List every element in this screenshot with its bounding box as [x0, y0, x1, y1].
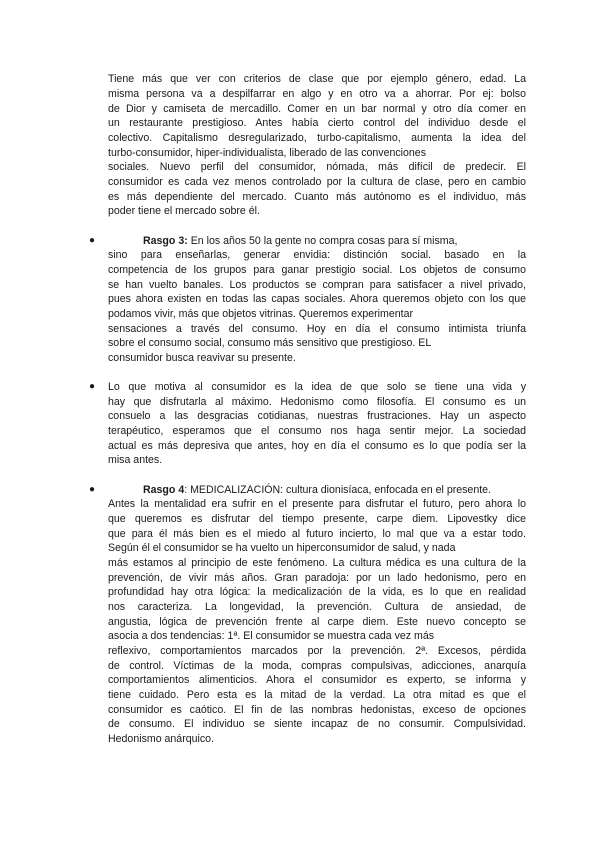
p4-line-13: de control. Víctimas de la moda, compras compulsivas, adicciones, anarquía: [108, 660, 526, 672]
p2-line-2: sino para enseñarlas, generar envidia: distinción social. basado en la: [108, 249, 526, 261]
p1-line-6: turbo-consumidor, hiper-individualista, liberado de las convenciones: [108, 147, 426, 159]
p4-line-4: que para él más bien es el miedo al futuro incierto, lo mal que va a estar todo.: [108, 528, 526, 540]
p4-line-16: consumidor es caótico. El fin de las nombras hedonistas, exceso de opciones: [108, 704, 526, 716]
p1-line-3: de Dior y camiseta de mercadillo. Comer en un bar normal y otro día comer en: [108, 103, 526, 115]
p4-line-1-text: : MEDICALIZACIÓN: cultura dionisíaca, enfocada en el presente.: [184, 484, 491, 496]
p2-line-5: pues ahora existen en todas las capas sociales. Ahora queremos objeto con los que: [108, 293, 526, 305]
p1-line-10: poder tiene el mercado sobre él.: [108, 205, 260, 217]
rasgo-3-label: Rasgo 3:: [143, 235, 188, 247]
p4-line-15: tiene cuidado. Pero esta es la mitad de la verdad. La otra mitad es que el: [108, 689, 526, 701]
p3-line-3: consuelo a las desgracias cotidianas, nuestras frustraciones. Hay un aspecto: [108, 410, 526, 422]
p4-line-7: prevención, de vivir más años. Gran paradoja: por un lado hedonismo, pero en: [108, 572, 526, 584]
p4-line-5: Según él el consumidor se ha vuelto un hiperconsumidor de salud, y nada: [108, 542, 456, 554]
p4-line-17: de consumo. El individuo se siente incapaz de no consumir. Compulsividad.: [108, 718, 526, 730]
p3-line-5: actual es más depresiva que antes, hoy en día el consumo es lo que podía ser la: [108, 440, 526, 452]
p4-line-2: Antes la mentalidad era sufrir en el presente para disfrutar el futuro, pero ahora lo: [108, 498, 526, 510]
p1-line-1: Tiene más que ver con criterios de clase que por ejemplo género, edad. La: [108, 73, 526, 85]
p1-line-8: consumidor es cada vez menos controlado por la cultura de clase, pero en cambio: [108, 176, 526, 188]
p4-line-8: profundidad hay otra lógica: la medicalización de la vida, es lo que en realidad: [108, 586, 526, 598]
p3-line-6: misa antes.: [108, 454, 163, 466]
p4-line-10: angustia, lógica de prevención frente al carpe diem. Este nuevo concepto se: [108, 616, 526, 628]
p4-line-9: nos caracteriza. La longevidad, la prevención. Cultura de ansiedad, de: [108, 601, 526, 613]
p2-line-7: sensaciones a través del consumo. Hoy en día el consumo intimista triunfa: [108, 323, 526, 335]
p4-line-1: [143, 483, 526, 498]
p2-line-8: sobre el consumo social, consumo más sensitivo que prestigioso. EL: [108, 337, 432, 349]
p4-line-12: reflexivo, comportamientos marcados por la prevención. 2ª. Excesos, pérdida: [108, 645, 526, 657]
p4-line-3: que queremos es disfrutar del tiempo presente, carpe diem. Lipovestky dice: [108, 513, 526, 525]
p1-line-2: misma persona va a despilfarrar en algo y en otro va a ahorrar. Por ej: bolso: [108, 88, 526, 100]
p3-line-1: Lo que motiva al consumidor es la idea de que solo se tiene una vida y: [108, 381, 526, 393]
p1-line-9: es más dependiente del mercado. Cuanto más autónomo es el individuo, más: [108, 191, 526, 203]
p4-line-11: asocia a dos tendencias: 1ª. El consumidor se muestra cada vez más: [108, 630, 435, 642]
p2-line-6: podamos vivir, más que objetos vitrinas. Queremos experimentar: [108, 308, 413, 320]
p2-line-3: competencia de los grupos para ganar prestigio social. Los objetos de consumo: [108, 264, 526, 276]
p3-line-4: terapéutico, esperamos que el consumo nos haga sentir mejor. La sociedad: [108, 425, 526, 437]
p2-line-4: se han vuelto banales. Los productos se compran para satisfacer a nivel privado,: [108, 279, 526, 291]
p4-line-14: comportamientos alimenticios. Ahora el consumidor es experto, se informa y: [108, 674, 526, 686]
p1-line-7: sociales. Nuevo perfil del consumidor, nómada, más difícil de predecir. El: [108, 161, 526, 173]
bullet-icon: ●: [89, 381, 96, 392]
p1-line-5: colectivo. Capitalismo desregularizado, turbo-capitalismo, aumenta la idea del: [108, 132, 526, 144]
p4-line-6: más estamos al principio de este fenómeno. La cultura médica es una cultura de la: [108, 557, 526, 569]
rasgo-4-label: Rasgo 4: [143, 484, 185, 496]
p2-line-1-text: En los años 50 la gente no compra cosas para sí misma,: [187, 235, 458, 247]
bullet-icon: ●: [89, 484, 96, 495]
p3-line-2: hay que disfrutarla al máximo. Hedonismo como filosofía. El consumo es un: [108, 396, 526, 408]
bullet-icon: ●: [89, 235, 96, 246]
p2-line-9: consumidor busca reavivar su presente.: [108, 352, 296, 364]
p2-line-1: [143, 234, 526, 249]
p1-line-4: un restaurante prestigioso. Antes había cierto control del individuo desde el: [108, 117, 526, 129]
p4-line-18: Hedonismo anárquico.: [108, 733, 214, 745]
